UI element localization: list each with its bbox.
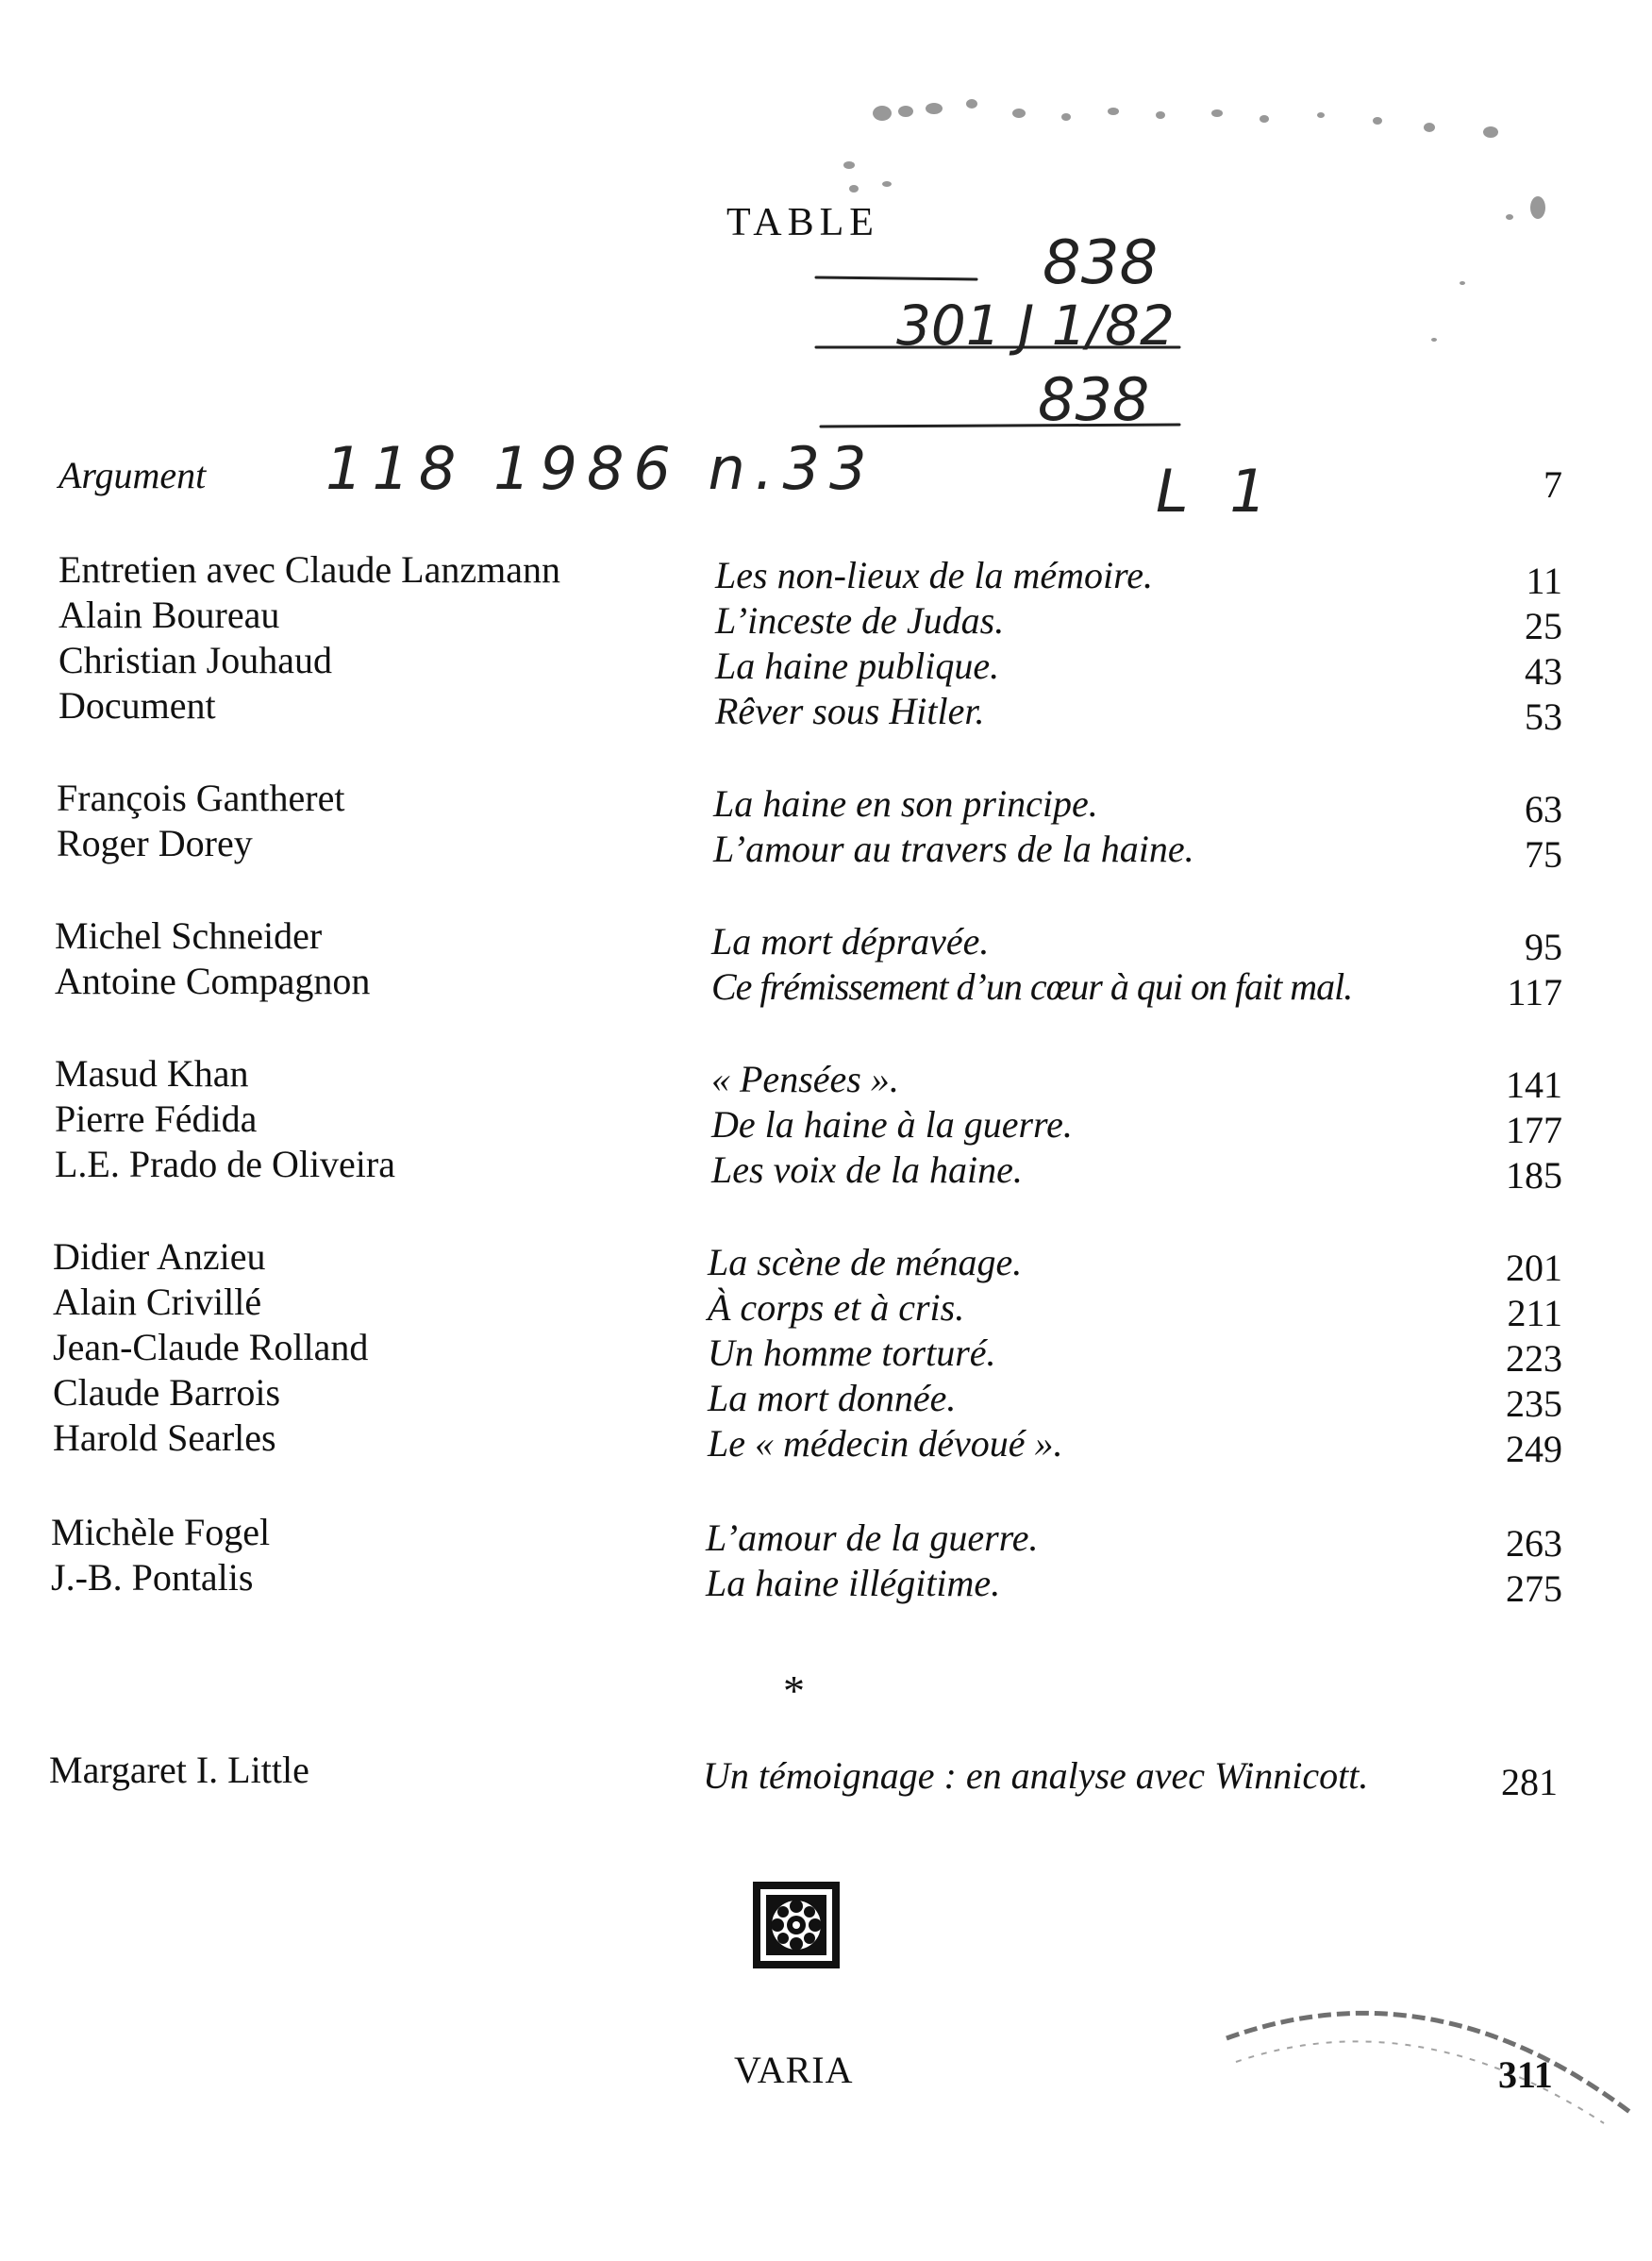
- toc-row: [0, 776, 1652, 830]
- toc-page: 75: [1525, 833, 1562, 876]
- toc-row: [0, 683, 1652, 738]
- toc-title: Rêver sous Hitler.: [715, 690, 985, 732]
- toc-author: Jean-Claude Rolland: [53, 1326, 369, 1368]
- toc-row: [0, 1097, 1652, 1151]
- toc-page: 185: [1506, 1154, 1562, 1197]
- final-entry-page: 281: [1501, 1761, 1558, 1803]
- toc-row: [0, 913, 1652, 968]
- toc-page: 211: [1507, 1292, 1562, 1334]
- toc-author: Michèle Fogel: [51, 1511, 271, 1553]
- section-separator: *: [783, 1666, 805, 1715]
- toc-row: [0, 593, 1652, 647]
- toc-page: 141: [1506, 1064, 1562, 1106]
- handwritten-line-3: 838: [1038, 365, 1150, 434]
- toc-row: [0, 959, 1652, 1013]
- toc-author: Alain Boureau: [58, 594, 280, 636]
- toc-author: L.E. Prado de Oliveira: [55, 1143, 395, 1185]
- toc-page: 275: [1506, 1567, 1562, 1610]
- toc-page: 43: [1525, 650, 1562, 693]
- toc-row: [0, 1142, 1652, 1197]
- toc-author: Roger Dorey: [57, 822, 253, 864]
- toc-author: Michel Schneider: [55, 914, 323, 957]
- toc-row: [0, 1051, 1652, 1106]
- toc-author: Entretien avec Claude Lanzmann: [58, 548, 560, 591]
- toc-row: [0, 1325, 1652, 1380]
- page-title: TABLE: [726, 201, 879, 244]
- toc-title: La haine illégitime.: [706, 1562, 1001, 1604]
- argument-label: Argument: [58, 454, 207, 496]
- toc-row: [0, 821, 1652, 876]
- toc-page: 223: [1506, 1337, 1562, 1380]
- toc-row: [0, 1555, 1652, 1610]
- toc-title: Les voix de la haine.: [711, 1148, 1023, 1191]
- toc-page: 249: [1506, 1428, 1562, 1470]
- toc-page: 263: [1506, 1522, 1562, 1565]
- toc-title: La haine en son principe.: [713, 782, 1098, 825]
- varia-label: VARIA: [734, 2049, 854, 2091]
- toc-page: 95: [1525, 926, 1562, 968]
- toc-row: [0, 1415, 1652, 1470]
- toc-title: La mort dépravée.: [711, 920, 990, 963]
- toc-author: J.-B. Pontalis: [51, 1556, 254, 1599]
- toc-row: [0, 638, 1652, 693]
- toc-title: L’amour au travers de la haine.: [713, 828, 1194, 870]
- toc-author: Alain Crivillé: [53, 1281, 262, 1323]
- toc-title: « Pensées ».: [711, 1058, 899, 1100]
- toc-title: La mort donnée.: [708, 1377, 957, 1419]
- toc-author: Document: [58, 684, 216, 727]
- toc-title: À corps et à cris.: [708, 1286, 965, 1329]
- handwritten-line-1: 838: [1043, 228, 1159, 298]
- argument-page: 7: [1544, 463, 1562, 506]
- toc-title: Un homme torturé.: [708, 1331, 996, 1374]
- toc-author: Christian Jouhaud: [58, 639, 332, 681]
- toc-row: [0, 1234, 1652, 1289]
- toc-title: La scène de ménage.: [708, 1241, 1023, 1283]
- toc-title: Les non-lieux de la mémoire.: [715, 554, 1153, 596]
- handwritten-line-2: 301 J 1/82: [896, 293, 1175, 358]
- toc-title: De la haine à la guerre.: [711, 1103, 1073, 1146]
- toc-author: Didier Anzieu: [53, 1235, 266, 1278]
- toc-title: Ce frémissement d’un cœur à qui on fait mal.: [711, 965, 1353, 1008]
- handwritten-line-4: 118 1986 n.33: [325, 434, 876, 503]
- final-entry-author: Margaret I. Little: [49, 1749, 309, 1791]
- toc-author: Pierre Fédida: [55, 1097, 258, 1140]
- toc-page: 177: [1506, 1109, 1562, 1151]
- toc-author: Claude Barrois: [53, 1371, 281, 1414]
- varia-page: 311: [1498, 2053, 1553, 2096]
- toc-title: L’amour de la guerre.: [706, 1516, 1039, 1559]
- toc-author: Harold Searles: [53, 1416, 276, 1459]
- handwritten-line-5: L 1: [1156, 457, 1278, 526]
- toc-page: 11: [1526, 560, 1562, 602]
- toc-row: [0, 1370, 1652, 1425]
- toc-page: 25: [1525, 605, 1562, 647]
- toc-title: La haine publique.: [715, 645, 1000, 687]
- final-entry-title: Un témoignage : en analyse avec Winnicott.: [703, 1754, 1369, 1797]
- toc-author: Masud Khan: [55, 1052, 249, 1095]
- toc-author: François Gantheret: [57, 777, 345, 819]
- toc-page: 63: [1525, 788, 1562, 830]
- toc-title: L’inceste de Judas.: [715, 599, 1005, 642]
- toc-page: 117: [1507, 971, 1562, 1013]
- toc-page: 201: [1506, 1247, 1562, 1289]
- toc-row: [0, 547, 1652, 602]
- toc-title: Le « médecin dévoué ».: [708, 1422, 1063, 1465]
- ornament-icon: [751, 1880, 842, 1970]
- toc-page: 53: [1525, 695, 1562, 738]
- toc-page: 235: [1506, 1382, 1562, 1425]
- toc-author: Antoine Compagnon: [55, 960, 371, 1002]
- toc-row: [0, 1510, 1652, 1565]
- toc-row: [0, 1280, 1652, 1334]
